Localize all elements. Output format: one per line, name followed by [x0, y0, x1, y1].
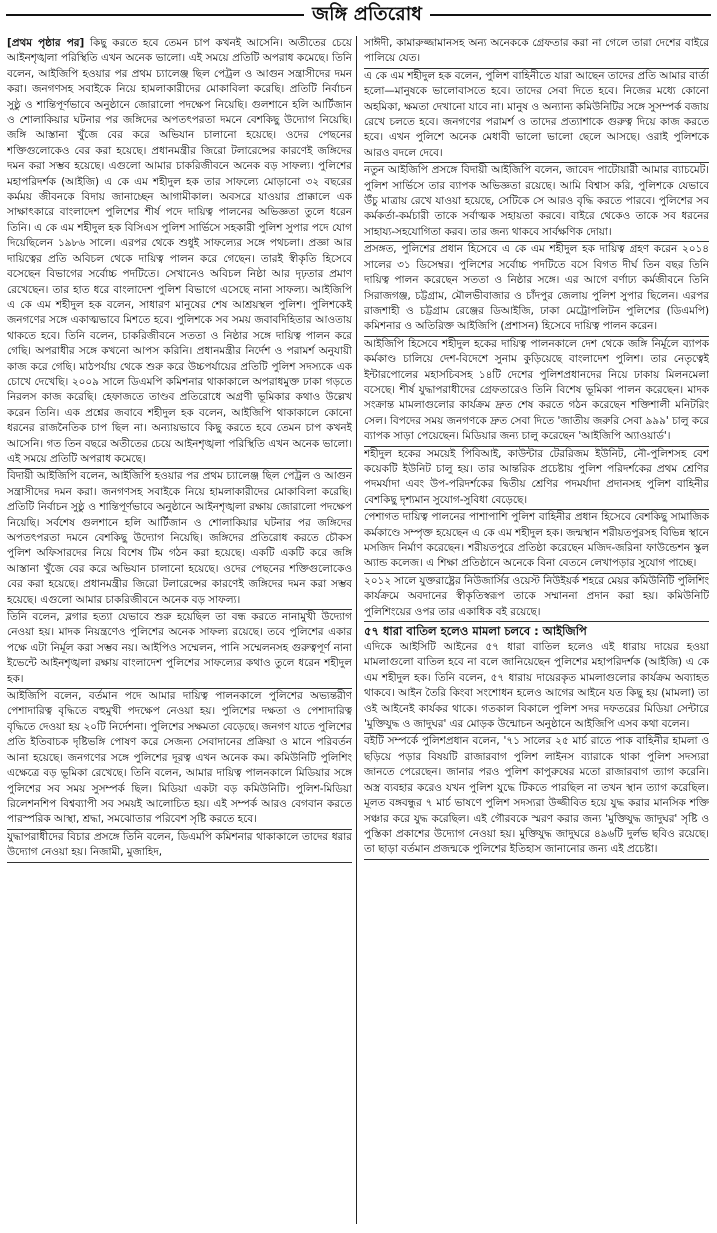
article-paragraph: এ কে এম শহীদুল হক বলেন, পুলিশ বাহিনীতে যারা আছেন তাদের প্রতি আমার বার্তা হলো—মানুষকে ভালোবাসতে হবে। তাদের সেবা দিতে হবে। নিজের মধ্যে কোনো অহমিকা, ক্ষমতা দেখানো যাবে না। মানুষ ও অন্যান্য কমিউনিটির সঙ্গে সুসম্পর্ক বজায় রেখে চলতে হবে। জনগণের পরামর্শ ও তাদের প্রত্যাশাকে গুরুত্ব দিয়ে কাজ করতে হবে। এখন পুলিশে অনেক মেধাবী ভালো ভালো ছেলে আসছে। ওরাই পুলিশকে আরও বদলে দেবে।: [364, 69, 709, 163]
continuation-tag: [প্রথম পৃষ্ঠার পর]: [7, 37, 85, 49]
article-paragraph: তিনি বলেন, ব্লগার হত্যা যেভাবে শুরু হয়েছিল তা বন্ধ করতে নানামুখী উদ্যোগ নেওয়া হয়। মাদক নিয়ন্ত্রণেও পুলিশের অনেক সাফল্য রয়েছে। তবে পুলিশের একার পক্ষে এটা নির্মূল করা সম্ভব নয়। আইপিও সম্মেলন, পানি সম্মেলনসহ গুরুত্বপূর্ণ নানা ইভেন্টে আইনশৃঙ্খলা রক্ষায় বাংলাদেশ পুলিশের সাফল্যের কথাও তুলে ধরেন শহীদুল হক।: [7, 610, 352, 689]
article-paragraph: বিদায়ী আইজিপি বলেন, আইজিপি হওয়ার পর প্রথম চ্যালেঞ্জ ছিল পেট্রল ও আগুন সন্ত্রাসীদের দমন করা। জনগণসহ সবাইকে নিয়ে হামলাকারীদের মোকাবিলা করেছি। প্রতিটি নির্বাচন সুষ্ঠু ও শান্তিপূর্ণভাবে অনুষ্ঠানে আইনশৃঙ্খলা রক্ষায় জোরালো পদক্ষেপ নিয়েছি। সর্বশেষ গুলশানে হলি আর্টিজান ও শোলাকিয়ার ঘটনার পর জঙ্গিদের অপতৎপরতা দমনে বেশকিছু উদ্যোগ নিয়েছি। জঙ্গিদের প্রতিরোধ করতে চৌকস পুলিশ অফিসারদের নিয়ে বিশেষ টিম গঠন করা হয়েছে। একটি একটি করে জঙ্গি আস্তানা খুঁজে বের করে অভিযান চালানো হয়েছে। ওদের পেছনের শক্তিগুলোকেও বের করা হয়েছে। প্রধানমন্ত্রীর জিরো টলারেন্সের কারণেই জঙ্গিদের দমন করা সম্ভব হয়েছে। এগুলো আমার চাকরিজীবনে অনেক বড় সাফল্য।: [7, 469, 352, 610]
section-subheading: ৫৭ ধারা বাতিল হলেও মামলা চলবে : আইজিপি: [364, 624, 587, 639]
article-paragraph: আইজিপি বলেন, বর্তমান পদে আমার দায়িত্ব পালনকালে পুলিশের অভ্যন্তরীণ পেশাদারিত্ব বৃদ্ধিতে বহুমুখী পদক্ষেপ নেওয়া হয়। পুলিশের দক্ষতা ও পেশাদারিত্ব বৃদ্ধিতে দেওয়া হয় ২০টি নির্দেশনা। পুলিশের সক্ষমতা বেড়েছে। জনগণ যাতে পুলিশের প্রতি ইতিবাচক দৃষ্টিভঙ্গি পোষণ করে সেজন্য সেবাদানের প্রক্রিয়া ও মানে পরিবর্তন আনা হয়েছে। জনগণের সঙ্গে পুলিশের দূরত্ব এখন অনেক কম। কমিউনিটি পুলিশিং এক্ষেত্রে বড় ভূমিকা রেখেছে। তিনি বলেন, আমার দায়িত্ব পালনকালে মিডিয়ার সঙ্গে পুলিশের সব সময় সুসম্পর্ক ছিল। মিডিয়া একটা বড় কমিউনিটি। পুলিশ-মিডিয়া রিলেশনশিপ বিশ্বব্যাপী সব সময়ই আলোচিত হয়। এই সম্পর্ক আরও বেগবান করতে পারস্পরিক আস্থা, শ্রদ্ধা, সমঝোতার পরিবেশ সৃষ্টি করতে হবে।: [7, 689, 352, 830]
article-paragraph: [7, 36, 352, 469]
page-title: জঙ্গি প্রতিরোধ: [312, 3, 422, 25]
header-rule-right: [430, 14, 711, 16]
article-paragraph: প্রসঙ্গত, পুলিশের প্রধান হিসেবে এ কে এম শহীদুল হক দায়িত্ব গ্রহণ করেন ২০১৪ সালের ৩১ ডিসেম্বর। পুলিশের সর্বোচ্চ পদটিতে বসে বিগত দীর্ঘ তিন বছর তিনি দায়িত্ব পালন করেছেন সততা ও নিষ্ঠার সঙ্গে। এর আগে বর্ণাঢ্য কর্মজীবনে তিনি সিরাজগঞ্জ, চট্টগ্রাম, মৌলভীবাজার ও চাঁদপুর জেলায় পুলিশ সুপার ছিলেন। এরপর রাজশাহী ও চট্টগ্রাম রেঞ্জের ডিআইজি, ঢাকা মেট্রোপলিটন পুলিশের (ডিএমপি) কমিশনার ও অতিরিক্ত আইজিপি (প্রশাসন) হিসেবে দায়িত্ব পালন করেন।: [364, 242, 709, 336]
article-paragraph: এদিকে আইসিটি আইনের ৫৭ ধারা বাতিল হলেও এই ধারায় দায়ের হওয়া মামলাগুলো বাতিল হবে না বলে জানিয়েছেন পুলিশের মহাপরিদর্শক (আইজি) এ কে এম শহীদুল হক। তিনি বলেন, ৫৭ ধারায় দায়েরকৃত মামলাগুলোর কার্যক্রম অব্যাহত থাকবে। আইন তৈরি কিংবা সংশোধন হলেও আগের আইনে যত কিছু হয় (মামলা) তা ওই আইনেই কার্যকর থাকে। গতকাল বিকালে পুলিশ সদর দফতরের মিডিয়া সেন্টারে 'মুক্তিযুদ্ধ ও জাদুঘর' এর মোড়ক উন্মোচন অনুষ্ঠানে আইজিপি এসব কথা বলেন।: [364, 640, 709, 734]
column-divider: [356, 36, 357, 1224]
article-paragraph: ২০১২ সালে যুক্তরাষ্ট্রের নিউজার্সির ওয়েস্ট নিউইয়র্ক শহরে মেয়র কমিউনিটি পুলিশিং কার্যক্রমে অবদানের স্বীকৃতিস্বরূপ তাকে সম্মাননা প্রদান করা হয়। কমিউনিটি পুলিশিংয়ের ওপর তার একাধিক বই রয়েছে।: [364, 574, 709, 622]
article-column-left: [7, 36, 352, 1226]
article-paragraph: পেশাগত দায়িত্ব পালনের পাশাপাশি পুলিশ বাহিনীর প্রধান হিসেবে বেশকিছু সামাজিক কর্মকাণ্ডে সম্পৃক্ত হয়েছেন এ কে এম শহীদুল হক। জন্মস্থান শরীয়তপুরসহ বিভিন্ন স্থানে মসজিদ নির্মাণ করেছেন। শরীয়তপুরে প্রতিষ্ঠা করেছেন মজিদ-জরিনা ফাউন্ডেশন স্কুল অ্যান্ড কলেজ। এ শিক্ষা প্রতিষ্ঠানে অনেকে বিনা বেতনে লেখাপড়ার সুযোগ পাচ্ছে।: [364, 510, 709, 574]
article-paragraph: সাঈদী, কামারুজ্জামানসহ অন্য অনেককে গ্রেফতার করা না গেলে তারা দেশের বাইরে পালিয়ে যেত।: [364, 36, 709, 69]
article-column-right: [364, 36, 709, 1226]
article-paragraph: আইজিপি হিসেবে শহীদুল হকের দায়িত্ব পালনকালে দেশ থেকে জঙ্গি নির্মূলে ব্যাপক কর্মকাণ্ড চালিয়ে দেশ-বিদেশে সুনাম কুড়িয়েছে বাংলাদেশ পুলিশ। তার নেতৃত্বেই ইন্টারপোলের মহাসচিবসহ ১৪টি দেশের পুলিশপ্রধানদের নিয়ে ঢাকায় মিলনমেলা বসেছে। শীর্ষ যুদ্ধাপরাধীদের গ্রেফতারেও তিনি বিশেষ ভূমিকা পালন করেছেন। মাদক সংক্রান্ত মামলাগুলোর কার্যক্রম দ্রুত শেষ করতে গঠন করেছেন শক্তিশালী মনিটরিং সেল। বিপদের সময় জনগণকে দ্রুত সেবা দিতে 'জাতীয় জরুরি সেবা ৯৯৯' চালু করে ব্যাপক সাড়া পেয়েছেন। মিডিয়ার জন্য চালু করেছেন 'আইজিপি অ্যাওয়ার্ড'।: [364, 337, 709, 447]
article-paragraph: যুদ্ধাপরাধীদের বিচার প্রসঙ্গে তিনি বলেন, ডিএমপি কমিশনার থাকাকালে তাদের ধরার উদ্যোগ নেওয়া হয়। নিজামী, মুজাহিদ,: [7, 830, 352, 863]
header-rule-left: [6, 14, 304, 16]
page-header: [0, 0, 717, 28]
article-paragraph: নতুন আইজিপি প্রসঙ্গে বিদায়ী আইজিপি বলেন, জাবেদ পাটোয়ারী আমার ব্যাচমেট। পুলিশ সার্ভিসে তার ব্যাপক অভিজ্ঞতা রয়েছে। আমি বিশ্বাস করি, পুলিশকে যেভাবে উঁচু মাত্রায় রেখে যাওয়া হয়েছে, সেটিকে সে আরও বৃদ্ধি করতে পারবে। পুলিশের সব কর্মকর্তা-কর্মচারী তাকে সর্বাত্মক সহায়তা করবে। বাইরে থেকেও তাকে সব ধরনের সাহায্য-সহযোগিতা করব। তার জন্য থাকবে সার্বক্ষণিক দোয়া।: [364, 163, 709, 242]
paragraph-text: কিছু করতে হবে তেমন চাপ কখনই আসেনি। অতীতের চেয়ে আইনশৃঙ্খলা পরিস্থিতি এখন অনেক ভালো। এই সময়ে প্রতিটি অপরাধ কমেছে। তিনি বলেন, আইজিপি হওয়ার পর প্রথম চ্যালেঞ্জ ছিল পেট্রল ও আগুন সন্ত্রাসীদের দমন করা। জনগণসহ সবাইকে নিয়ে হামলাকারীদের মোকাবিলা করেছি। প্রতিটি নির্বাচন সুষ্ঠু ও শান্তিপূর্ণভাবে অনুষ্ঠানে জোরালো পদক্ষেপ নিয়েছি। গুলশানে হলি আর্টিজান ও শোলাকিয়ার ঘটনার পর জঙ্গিদের অপতৎপরতা দমনে বেশকিছু উদ্যোগ নিয়েছি। জঙ্গি আস্তানা খুঁজে বের করে অভিযান চালানো হয়েছে। ওদের পেছনের শক্তিগুলোকেও বের করা হয়েছে। প্রধানমন্ত্রীর জিরো টলারেন্সের কারণেই জঙ্গিদের দমন করা সম্ভব হয়েছে। এগুলো আমার চাকরিজীবনে অনেক বড় সাফল্য। পুলিশের মহাপরিদর্শক (আইজি) এ কে এম শহীদুল হক তার সাফল্যে মোড়ানো ৩২ বছরের কর্মময় জীবনকে বিদায় জানাচ্ছেন আগামীকাল। অবসরে যাওয়ার প্রাক্কালে এক সাক্ষাৎকারে বাংলাদেশ পুলিশের শীর্ষ পদে দায়িত্ব পালনের অভিজ্ঞতা তুলে ধরেন তিনি। এ কে এম শহীদুল হক বিসিএস পুলিশ সার্ভিসে সহকারী পুলিশ সুপার পদে যোগ দিয়েছিলেন ১৯৮৬ সালে। এরপর থেকে শুধুই সাফল্যের সঙ্গে পথচলা। প্রজ্ঞা আর দায়িত্বের প্রতি অবিচল থেকে দায়িত্ব পালন করে গেছেন। তারই স্বীকৃতি হিসেবে বসেছেন বিভাগের সর্বোচ্চ পদটিতে। সেখানেও অবিচল নিষ্ঠা আর দৃঢ়তার প্রমাণ রেখেছেন। তার হাত ধরে বাংলাদেশ পুলিশ বিভাগে এসেছে নানা সাফল্য। আইজিপি এ কে এম শহীদুল হক বলেন, সাধারণ মানুষের শেষ আশ্রয়স্থল পুলিশ। পুলিশকেই জনগণের সঙ্গে একাত্মভাবে মিশতে হবে। পুলিশকে সব সময় জবাবদিহিতার আওতায় থাকতে হবে। তিনি বলেন, চাকরিজীবনে সততা ও নিষ্ঠার সঙ্গে দায়িত্ব পালন করে গেছি। অপরাধীর সঙ্গে কখনো আপস করিনি। প্রধানমন্ত্রীর নির্দেশ ও পরামর্শ অনুযায়ী কাজ করে গেছি। মাঠপর্যায় থেকে শুরু করে উচ্চপর্যায়ের প্রতিটি পুলিশ সদস্যকে এক চোখে দেখেছি। ২০০৯ সালে ডিএমপি কমিশনার থাকাকালে অপরাধমুক্ত ঢাকা গড়তে নিরলস কাজ করেছি। হেফাজতে তাণ্ডব প্রতিরোধে অগ্রণী ভূমিকার কথাও উল্লেখ করেন তিনি। এক প্রশ্নের জবাবে শহীদুল হক বলেন, আইজিপি থাকাকালে কোনো ধরনের রাজনৈতিক চাপ ছিল না। অন্যায়ভাবে কিছু করতে হবে তেমন চাপ কখনই আসেনি। গত তিন বছরে অতীতের চেয়ে আইনশৃঙ্খলা পরিস্থিতি এখন অনেক ভালো। এই সময়ে প্রতিটি অপরাধ কমেছে।: [7, 37, 352, 465]
article-paragraph: শহীদুল হকের সময়েই পিবিআই, কাউন্টার টেররিজম ইউনিট, নৌ-পুলিশসহ বেশ কয়েকটি ইউনিট চালু হয়। তার আন্তরিক প্রচেষ্টায় পুলিশ পরিদর্শকের প্রথম শ্রেণির পদমর্যাদা এবং উপ-পরিদর্শকের দ্বিতীয় শ্রেণির পদমর্যাদা প্রদানসহ পুলিশ বাহিনীর বেশকিছু দৃশ্যমান সুযোগ-সুবিধা বেড়েছে।: [364, 447, 709, 511]
article-paragraph: বইটি সম্পর্কে পুলিশপ্রধান বলেন, '৭১ সালের ২৫ মার্চ রাতে পাক বাহিনীর হামলা ও ছড়িয়ে পড়ার বিষয়টি রাজারবাগ পুলিশ লাইনস ব্যারাকে থাকা পুলিশ সদস্যরা জানতে পেরেছেন। জানার পরও পুলিশ কাপুরুষের মতো রাজারবাগ ত্যাগ করেনি। অস্ত্র ব্যবহার করেও যখন পুলিশ যুদ্ধে টিকতে পারছিল না তখন স্থান ত্যাগ করেছিল। মূলত বঙ্গবন্ধুর ৭ মার্চ ভাষণে পুলিশ সদস্যরা উজ্জীবিত হয়ে যুদ্ধ করার মানসিক শক্তি সঞ্চার করে যুদ্ধ করেছিল। এই গৌরবকে স্মরণ করার জন্য 'মুক্তিযুদ্ধ জাদুঘর' সৃষ্টি ও পুস্তিকা প্রকাশের উদ্যোগ নেওয়া হয়। মুক্তিযুদ্ধ জাদুঘরে ৪৯৬টি দুর্লভ ছবিও রয়েছে। তা ছাড়া বর্তমান প্রজন্মকে পুলিশের ইতিহাস জানানোর জন্য এই প্রচেষ্টা।: [364, 734, 709, 859]
